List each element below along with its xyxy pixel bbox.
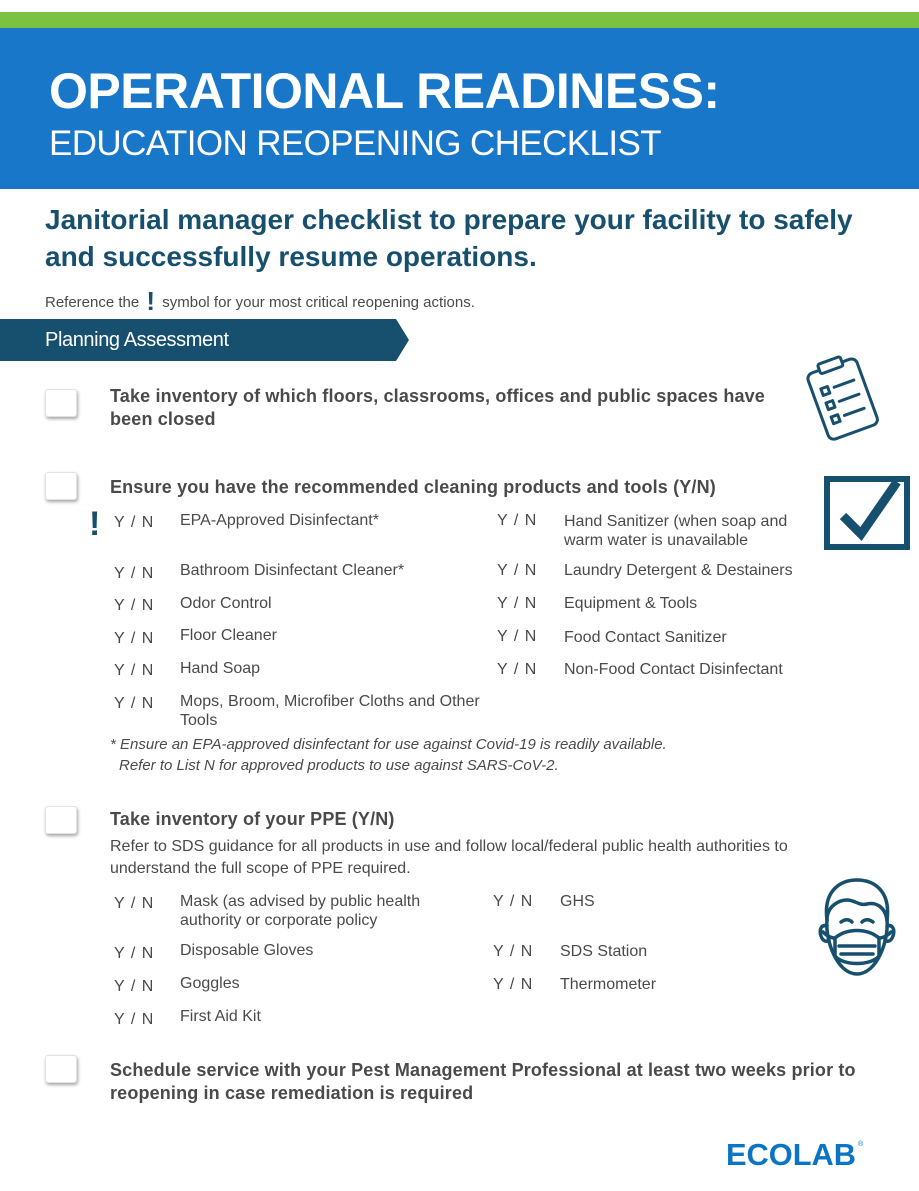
yn-toggle[interactable]: Y / N [497,628,538,645]
reference-note-before: Reference the [45,294,140,311]
checkbox-pest-service[interactable] [45,1055,77,1083]
task-cleaning-products: Ensure you have the recommended cleaning products and tools (Y/N) [110,477,716,497]
ppe-item: Disposable Gloves [180,942,314,959]
yn-toggle[interactable]: Y / N [114,514,155,531]
yn-toggle[interactable]: Y / N [497,512,538,529]
ppe-item: Goggles [180,975,240,992]
yn-toggle[interactable]: Y / N [497,595,538,612]
ppe-description: Refer to SDS guidance for all products in use and follow local/federal public health authorities to understand the full scope of PPE required. [110,838,788,877]
yn-toggle[interactable]: Y / N [114,945,155,962]
reference-note-after: symbol for your most critical reopening actions. [162,294,475,311]
ppe-item: SDS Station [560,943,648,960]
footnote-line: Refer to List N for approved products to use against SARS-CoV-2. [119,757,559,774]
product-item: Mops, Broom, Microfiber Cloths and Other Tools [180,693,480,729]
product-item: Non-Food Contact Disinfectant [564,661,783,678]
task-inventory-spaces: Take inventory of which floors, classrooms, offices and public spaces have been closed [110,386,765,429]
product-item: Floor Cleaner [180,627,277,644]
product-item: EPA-Approved Disinfectant* [180,512,379,529]
product-item: Food Contact Sanitizer [564,629,727,646]
yn-toggle[interactable]: Y / N [114,695,155,712]
yn-toggle[interactable]: Y / N [493,976,534,993]
yn-toggle[interactable]: Y / N [114,895,155,912]
product-item: Hand Sanitizer (when soap and warm water is unavailable [564,513,788,549]
product-item: Bathroom Disinfectant Cleaner* [180,562,405,579]
reference-note [45,286,475,317]
checkbox-cleaning-products[interactable] [45,472,77,500]
section-title: Planning Assessment [45,329,229,351]
ppe-item: First Aid Kit [180,1008,261,1025]
checked-box-icon [823,474,913,552]
yn-toggle[interactable]: Y / N [114,630,155,647]
task-pest-service: Schedule service with your Pest Management Professional at least two weeks prior to reopening in case remediation is required [110,1060,856,1103]
critical-symbol-icon: ! [89,505,101,543]
page-title: OPERATIONAL READINESS: [49,63,720,119]
face-mask-icon [811,876,903,982]
product-item: Laundry Detergent & Destainers [564,562,793,579]
yn-toggle[interactable]: Y / N [497,562,538,579]
ecolab-logo [726,1136,866,1172]
svg-text:®: ® [858,1141,864,1148]
product-item: Hand Soap [180,660,261,677]
yn-toggle[interactable]: Y / N [497,661,538,678]
ppe-item: Mask (as advised by public health authority or corporate policy [180,893,421,929]
intro-heading: Janitorial manager checklist to prepare your facility to safely and successfully resume operations. [45,204,853,272]
ppe-item: Thermometer [560,976,657,993]
yn-toggle[interactable]: Y / N [114,597,155,614]
page-subtitle: EDUCATION REOPENING CHECKLIST [49,124,662,163]
checkbox-inventory-spaces[interactable] [45,389,77,417]
ppe-item: GHS [560,893,595,910]
yn-toggle[interactable]: Y / N [114,662,155,679]
yn-toggle[interactable]: Y / N [114,1011,155,1028]
footnote-line: * Ensure an EPA-approved disinfectant for use against Covid-19 is readily available. [110,736,667,753]
yn-toggle[interactable]: Y / N [114,565,155,582]
clipboard-checklist-icon [803,350,883,450]
yn-toggle[interactable]: Y / N [114,978,155,995]
critical-symbol-icon: ! [146,286,156,316]
task-ppe: Take inventory of your PPE (Y/N) [110,809,395,829]
product-item: Odor Control [180,595,272,612]
yn-toggle[interactable]: Y / N [493,943,534,960]
header-accent-bar [0,12,919,28]
logo-text: ECOLAB [726,1137,856,1172]
product-item: Equipment & Tools [564,595,698,612]
yn-toggle[interactable]: Y / N [493,893,534,910]
checkbox-ppe[interactable] [45,806,77,834]
